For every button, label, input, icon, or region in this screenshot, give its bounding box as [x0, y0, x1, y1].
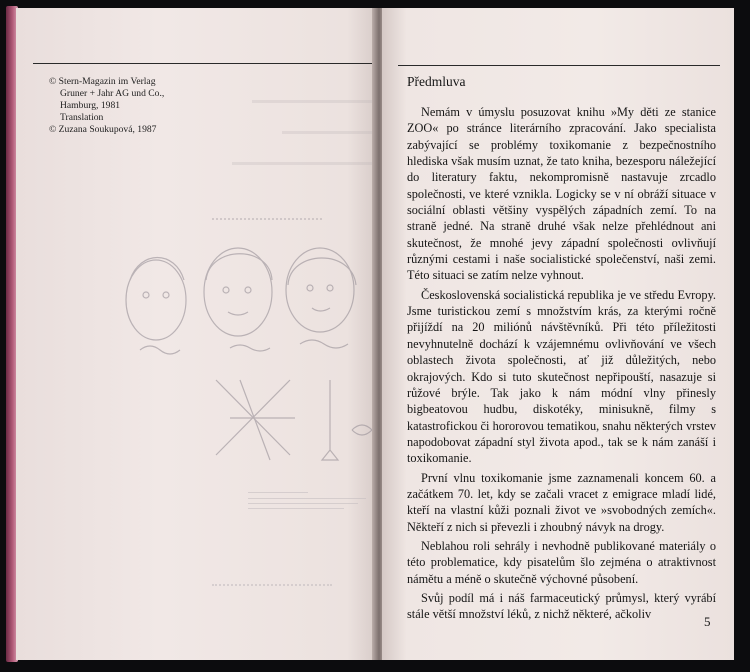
- copyright-line: © Zuzana Soukupová, 1987: [49, 124, 157, 135]
- show-through-line: [212, 218, 322, 220]
- show-through-footer: [212, 584, 332, 586]
- right-page-rule: [398, 65, 720, 66]
- page-number: 5: [704, 614, 711, 629]
- paragraph: První vlnu toxikomanie jsme zaznamenali koncem 60. a začátkem 70. let, kdy se začali vracet z emigrace mladí lidé, kteří na vlastní kůži poznali život ve »svobodných zemích«. Někteří z nich si převezli i zhoubný návyk na drogy.: [407, 470, 716, 534]
- paragraph: Nemám v úmyslu posuzovat knihu »My děti ze stanice ZOO« po stránce literárního zpracování. Jako specialista zabývající se problémy toxikomanie z bezpečnostního hlediska však musím uznat, že tato kniha, bezesporu náležející do literatury faktu, nekompromisně nastavuje zrcadlo společnosti, ve které vznikla. Logicky se v ní obráží situace v sociální oblasti většiny vyspělých západních zemí. To na straně jedné. Na straně druhé však nelze přehlédnout ani skutečnost, že mnohé jevy západní společnosti ovlivňují různými cestami i naše socialistické společenství, naši zemi. Této situaci se zatím nelze vyhnout.: [407, 105, 716, 283]
- copyright-line: Translation: [60, 112, 104, 123]
- copyright-line: Hamburg, 1981: [60, 100, 121, 111]
- paragraph: Svůj podíl má i náš farmaceutický průmysl, který vyrábí stále větší množství léků, z nichž některé, ačkoliv: [407, 590, 716, 622]
- show-through-credits: [248, 488, 376, 513]
- left-page-rule: [33, 63, 376, 64]
- copyright-line: © Stern-Magazin im Verlag: [49, 76, 156, 87]
- left-page: [16, 8, 376, 660]
- paragraph: Československá socialistická republika je ve středu Evropy. Jsme turistickou zemí s množstvím krás, za kterými ročně přijíždí na 20 miliónů návštěvníků. Při této příležitosti nevyhnutelně dochází k vzájemnému ovlivňování ve všech oblastech života společnosti, ať již důležitých, nebo okrajových. Kdo si tuto skutečnost nepřipouští, nasazuje si růžové brýle. Tak jako k nám módní vlny přinesly bigbeatovou hudbu, diskotéky, minisukně, filmy s katastrofickou či hororovou tematikou, snahu některých vrstev napodobovat západní styl života apod., tak se k nám zanáší i toxikomanie.: [407, 287, 716, 466]
- right-page: [382, 8, 734, 660]
- show-through-title: [222, 72, 372, 165]
- copyright-line: Gruner + Jahr AG und Co.,: [60, 88, 165, 99]
- paragraph: Neblahou roli sehrály i nevhodně publikované materiály o této problematice, kdy pisatelům šlo zejména o atraktivnost námětu a méně o skutečně výchovné působení.: [407, 538, 716, 586]
- copyright-notice: [49, 76, 164, 136]
- preface-text: [407, 104, 716, 626]
- page-title: Předmluva: [407, 74, 466, 89]
- show-through-sketch: [120, 240, 376, 480]
